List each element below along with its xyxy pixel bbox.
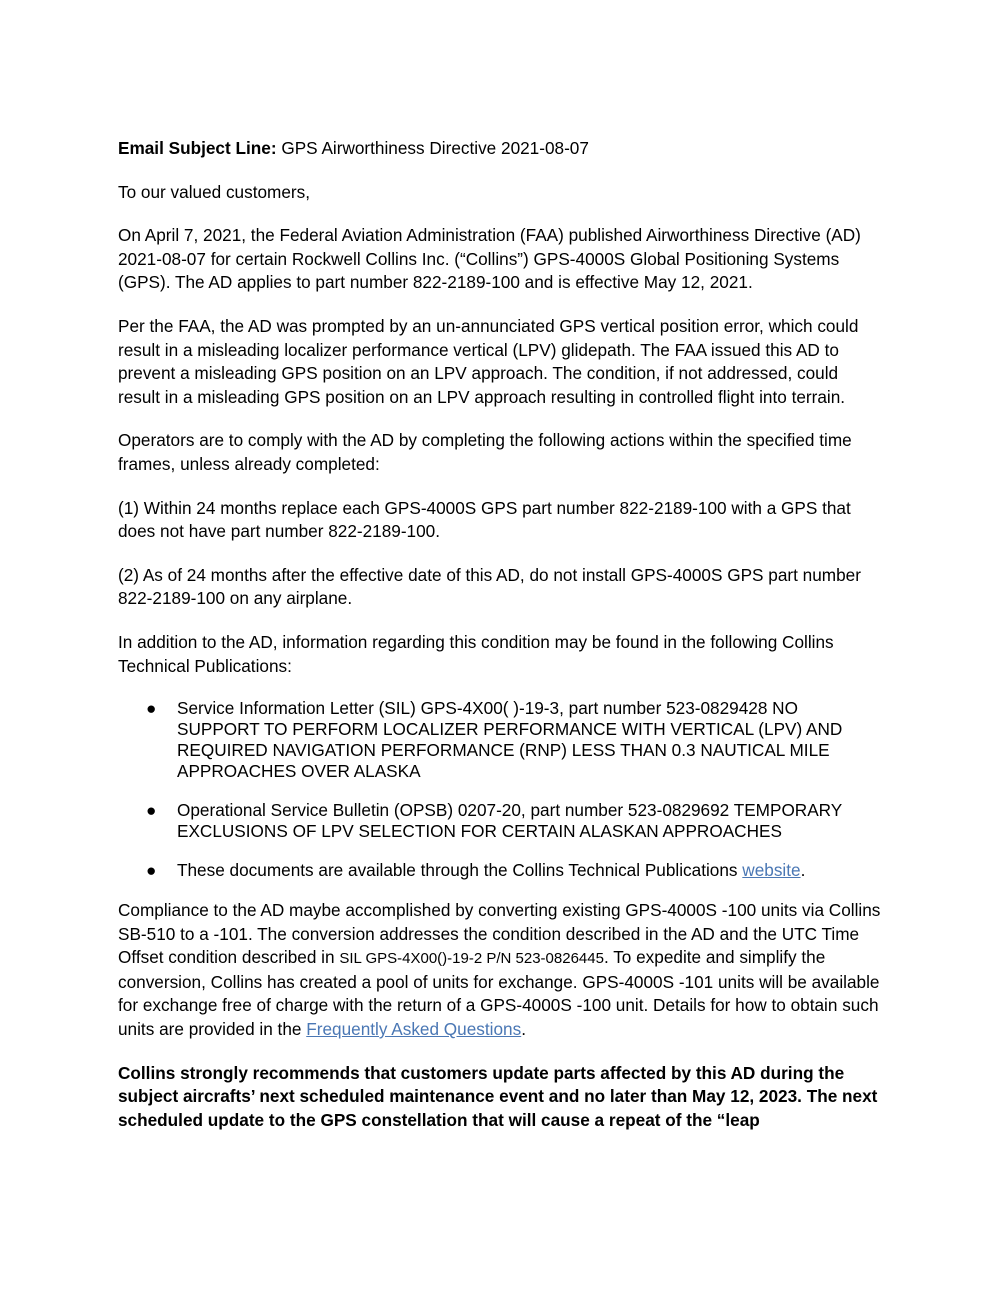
faq-link[interactable]: Frequently Asked Questions <box>306 1019 522 1040</box>
bullet-icon: ● <box>146 698 157 719</box>
list-item <box>118 698 884 782</box>
paragraph-action-1: (1) Within 24 months replace each GPS-4000S GPS part number 822-2189-100 with a GPS that does not have part number 822-2189-100. <box>118 497 851 542</box>
paragraph-ad-published: On April 7, 2021, the Federal Aviation Administration (FAA) published Airworthiness Directive (AD) 2021-08-07 for certain Rockwell Collins Inc. (“Collins”) GPS-4000S Global Positioning Systems (GPS). The AD applies to part number 822-2189-100 and is effective May 12, 2021. <box>118 225 861 293</box>
subject-label: Email Subject Line: <box>118 138 277 158</box>
website-link[interactable]: website <box>742 860 801 881</box>
sil-reference: SIL GPS-4X00()-19-2 P/N 523-0826445 <box>339 950 604 968</box>
compliance-end: . <box>521 1019 526 1040</box>
email-subject-line <box>118 137 884 161</box>
paragraph-operators-comply: Operators are to comply with the AD by completing the following actions within the specified time frames, unless already completed: <box>118 430 852 474</box>
publications-list <box>118 698 884 881</box>
bullet-icon: ● <box>146 860 157 881</box>
paragraph-compliance <box>118 899 884 1042</box>
subject-value: GPS Airworthiness Directive 2021-08-07 <box>276 138 589 158</box>
compliance-text-1: Compliance to the AD maybe accomplished by converting existing GPS-4000S -100 units via Collins SB-510 to a -101. The conversion addresses the condition described in the AD and the UTC Time Offset condition described in <box>118 900 881 968</box>
compliance-text-2: . To expedite and simplify the conversion, Collins has created a pool of units for exchange. GPS-4000S -101 units will be available for exchange free of charge with the return of a GPS-4000S -100 unit. Details for how to obtain such units are provided in the <box>118 947 880 1040</box>
list-item <box>118 860 884 881</box>
paragraph-recommendation: Collins strongly recommends that customers update parts affected by this AD during the subject aircrafts’ next scheduled maintenance event and no later than May 12, 2023. The next scheduled update to the GPS constellation that will cause a repeat of the “leap <box>118 1062 878 1130</box>
list-item-text: Operational Service Bulletin (OPSB) 0207-20, part number 523-0829692 TEMPORARY EXCLUSIONS OF LPV SELECTION FOR CERTAIN ALASKAN APPROACHES <box>177 800 842 842</box>
list-item-text: Service Information Letter (SIL) GPS-4X00( )-19-3, part number 523-0829428 NO SUPPORT TO PERFORM LOCALIZER PERFORMANCE WITH VERTICAL (LPV) AND REQUIRED NAVIGATION PERFORMANCE (RNP) LESS THAN 0.3 NAUTICAL MILE APPROACHES OVER ALASKA <box>177 698 843 782</box>
list-item-end: . <box>800 860 806 881</box>
greeting: To our valued customers, <box>118 181 311 202</box>
list-item <box>118 800 884 842</box>
paragraph-action-2: (2) As of 24 months after the effective date of this AD, do not install GPS-4000S GPS part number 822-2189-100 on any airplane. <box>118 564 861 609</box>
document-body <box>118 137 884 1152</box>
bullet-icon: ● <box>146 800 157 821</box>
list-item-text: These documents are available through the Collins Technical Publications <box>177 860 743 881</box>
paragraph-faa-reason: Per the FAA, the AD was prompted by an un-annunciated GPS vertical position error, which could result in a misleading localizer performance vertical (LPV) glidepath. The FAA issued this AD to prevent a misleading GPS position on an LPV approach. The condition, if not addressed, could result in a misleading GPS position on an LPV approach resulting in controlled flight into terrain. <box>118 315 859 407</box>
paragraph-publications-intro: In addition to the AD, information regarding this condition may be found in the following Collins Technical Publications: <box>118 631 834 676</box>
